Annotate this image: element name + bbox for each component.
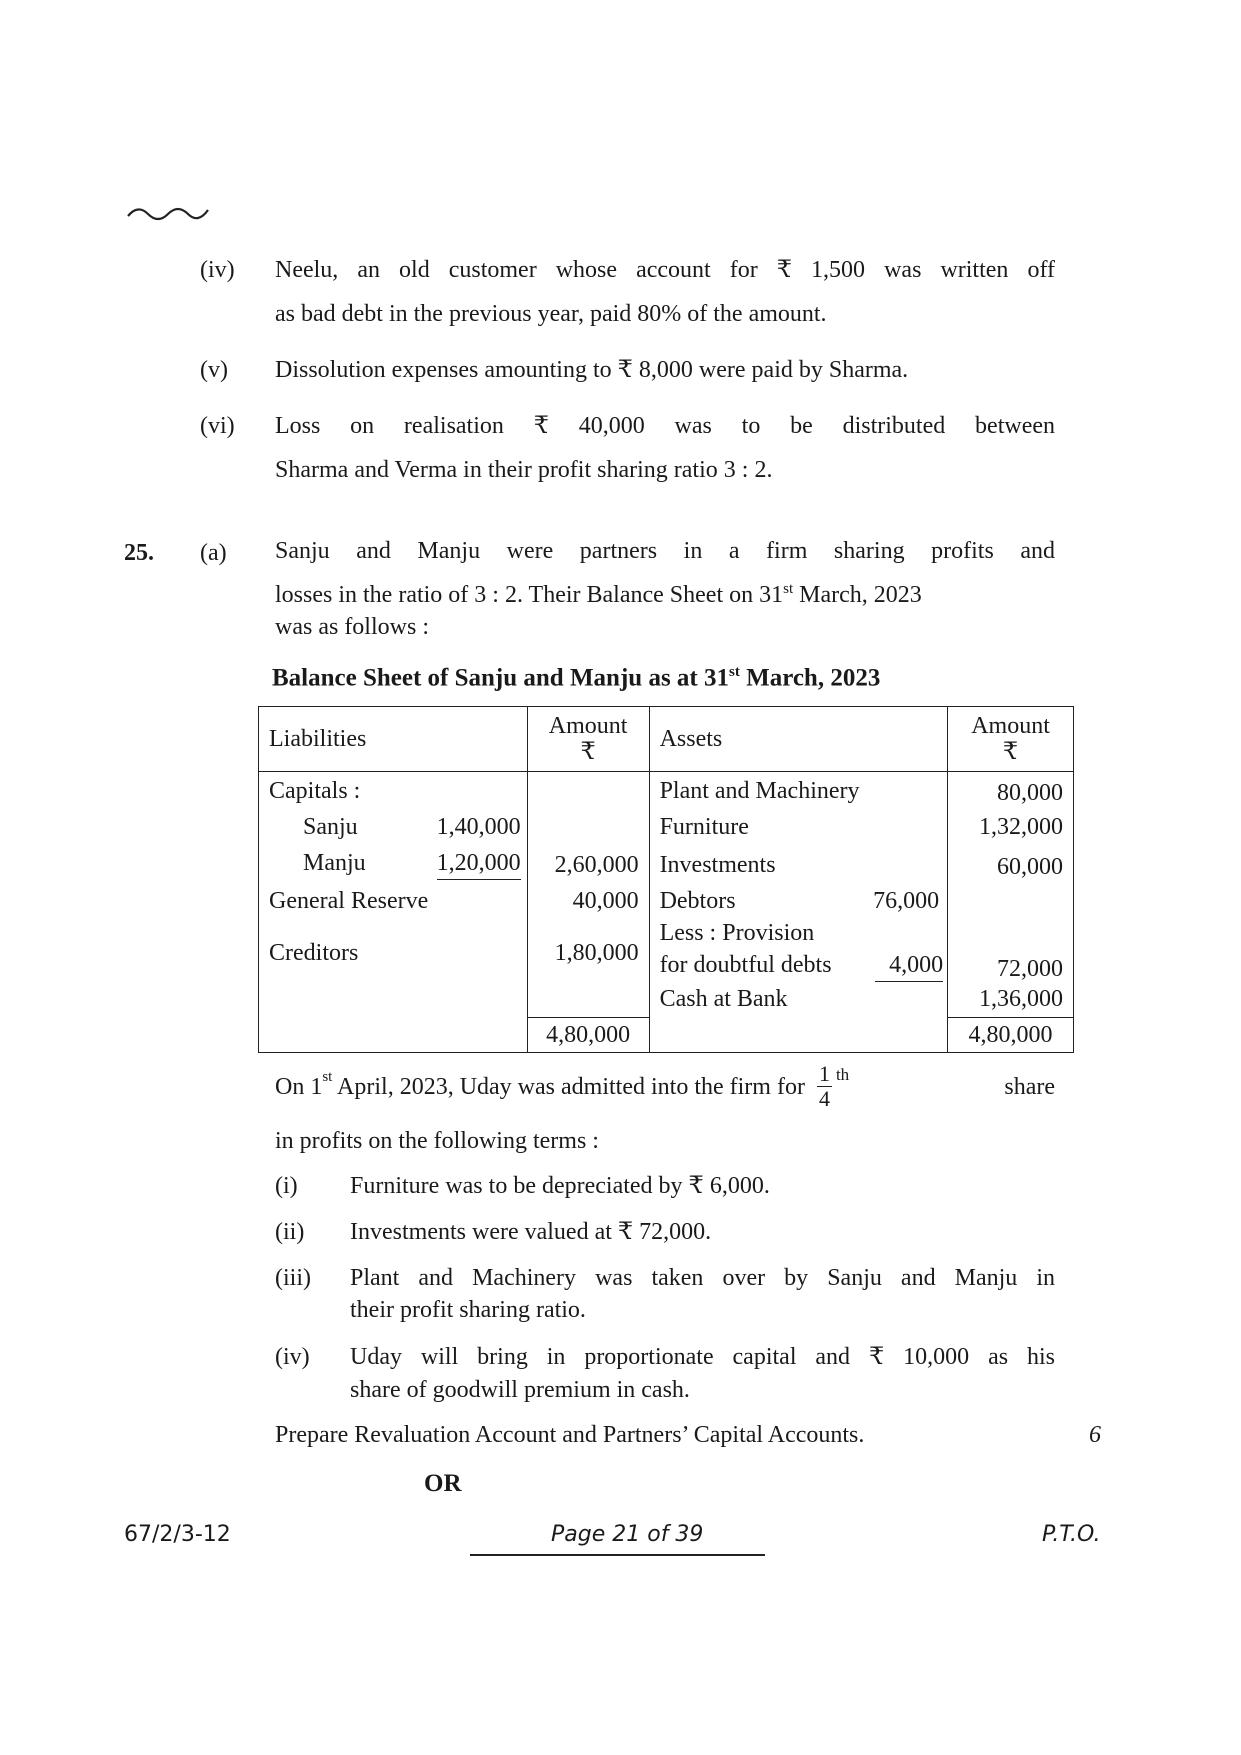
or-text: OR [424, 1470, 462, 1497]
share-fraction [817, 1062, 832, 1111]
balance-sheet-title-sup: st [729, 664, 740, 680]
header-liab-currency: ₹ [580, 739, 596, 765]
term-iv-line1: Uday will bring in proportionate capital and ₹ 10,000 as his [350, 1344, 1055, 1370]
manju-amount: 1,20,000 [437, 850, 521, 880]
question-number: 25. [124, 540, 154, 566]
liabilities-amount-cell [527, 772, 649, 1053]
investments-amount: 60,000 [997, 854, 1063, 880]
investments-label: Investments [659, 852, 776, 878]
balance-sheet-header-row [259, 707, 1074, 772]
question-line2-a: losses in the ratio of 3 : 2. Their Balance Sheet on 31 [275, 582, 784, 608]
item-v-number: (v) [200, 357, 228, 383]
general-reserve-label: General Reserve [269, 888, 429, 914]
item-iv-line1: Neelu, an old customer whose account for ₹ 1,500 was written off [275, 257, 1055, 283]
footer-pto: P.T.O. [1042, 1522, 1101, 1547]
capitals-label: Capitals : [269, 778, 361, 804]
header-asset-amount [948, 707, 1074, 772]
question-part: (a) [200, 540, 227, 566]
less-provision-label: Less : Provision [659, 920, 815, 946]
furniture-label: Furniture [659, 814, 749, 840]
admission-line1 [275, 1062, 1055, 1111]
admission-line2: in profits on the following terms : [275, 1128, 599, 1154]
assets-total: 4,80,000 [948, 1017, 1073, 1053]
footer-underline [470, 1554, 765, 1556]
sanju-label: Sanju [303, 814, 358, 840]
furniture-amount: 1,32,000 [979, 814, 1063, 840]
admission-text-c: share [1004, 1073, 1055, 1100]
liabilities-total: 4,80,000 [528, 1017, 649, 1053]
fraction-numerator: 1 [818, 1061, 830, 1086]
term-iv-line2: share of goodwill premium in cash. [350, 1377, 690, 1403]
fraction-th: th [835, 1065, 850, 1084]
fraction-denominator: 4 [818, 1086, 830, 1111]
provision-amount: 4,000 [875, 952, 943, 982]
doubtful-debts-label: for doubtful debts [659, 952, 832, 978]
term-iii-line2: their profit sharing ratio. [350, 1297, 586, 1323]
header-assets [649, 707, 948, 772]
term-iv-number: (iv) [275, 1344, 310, 1370]
term-iii-line1: Plant and Machinery was taken over by Sanju and Manju in [350, 1265, 1055, 1291]
debtors-label: Debtors [659, 888, 736, 914]
assets-amount-cell [948, 772, 1074, 1053]
term-i-number: (i) [275, 1173, 298, 1199]
footer-code: 67/2/3-12 [124, 1522, 231, 1547]
header-liabilities-label: Liabilities [269, 725, 367, 752]
liabilities-cell [259, 772, 528, 1053]
item-vi-number: (vi) [200, 413, 235, 439]
question-line3: was as follows : [275, 614, 429, 640]
item-iv-line2: as bad debt in the previous year, paid 80% of the amount. [275, 301, 827, 327]
admission-text-sup: st [322, 1069, 333, 1085]
item-vi-line2: Sharma and Verma in their profit sharing ratio 3 : 2. [275, 457, 773, 483]
instruction-text: Prepare Revaluation Account and Partners’ Capital Accounts. [275, 1422, 865, 1448]
creditors-label: Creditors [269, 940, 359, 966]
balance-sheet-title-a: Balance Sheet of Sanju and Manju as at 31 [272, 664, 729, 692]
net-debtors-amount: 72,000 [997, 956, 1063, 982]
question-line1: Sanju and Manju were partners in a firm sharing profits and [275, 538, 1055, 564]
question-line2-b: March, 2023 [793, 582, 922, 608]
squiggle-mark [126, 200, 216, 224]
plant-amount: 80,000 [997, 780, 1063, 806]
header-liabilities [259, 707, 528, 772]
term-ii-number: (ii) [275, 1219, 305, 1245]
item-v-line1: Dissolution expenses amounting to ₹ 8,000 were paid by Sharma. [275, 357, 909, 383]
cash-amount: 1,36,000 [979, 986, 1063, 1012]
debtors-amount: 76,000 [873, 888, 940, 914]
balance-sheet-table [258, 706, 1074, 1053]
header-asset-amount-label: Amount [971, 713, 1050, 739]
assets-cell [649, 772, 948, 1053]
term-iii-number: (iii) [275, 1265, 311, 1291]
term-ii-line1: Investments were valued at ₹ 72,000. [350, 1219, 712, 1245]
sanju-amount: 1,40,000 [436, 814, 521, 840]
admission-text-a: On 1 [275, 1073, 323, 1100]
item-iv-number: (iv) [200, 257, 235, 283]
balance-sheet-body-row [259, 772, 1074, 1053]
footer-page: Page 21 of 39 [551, 1522, 704, 1547]
plant-label: Plant and Machinery [659, 778, 860, 804]
header-liab-amount [527, 707, 649, 772]
balance-sheet-title [272, 664, 880, 692]
capitals-total: 2,60,000 [554, 852, 639, 878]
manju-label: Manju [303, 850, 366, 876]
general-reserve-amount: 40,000 [572, 888, 639, 914]
marks: 6 [1089, 1422, 1101, 1448]
item-vi-line1: Loss on realisation ₹ 40,000 was to be distributed between [275, 413, 1055, 439]
term-i-line1: Furniture was to be depreciated by ₹ 6,000. [350, 1173, 770, 1199]
header-liab-amount-label: Amount [548, 713, 628, 739]
creditors-amount: 1,80,000 [554, 940, 639, 966]
cash-label: Cash at Bank [659, 986, 788, 1012]
balance-sheet-title-b: March, 2023 [739, 664, 881, 692]
question-line2-sup: st [783, 581, 794, 597]
header-assets-label: Assets [659, 725, 723, 752]
header-asset-currency: ₹ [1002, 739, 1019, 765]
admission-text-b: April, 2023, Uday was admitted into the firm for [332, 1073, 805, 1100]
